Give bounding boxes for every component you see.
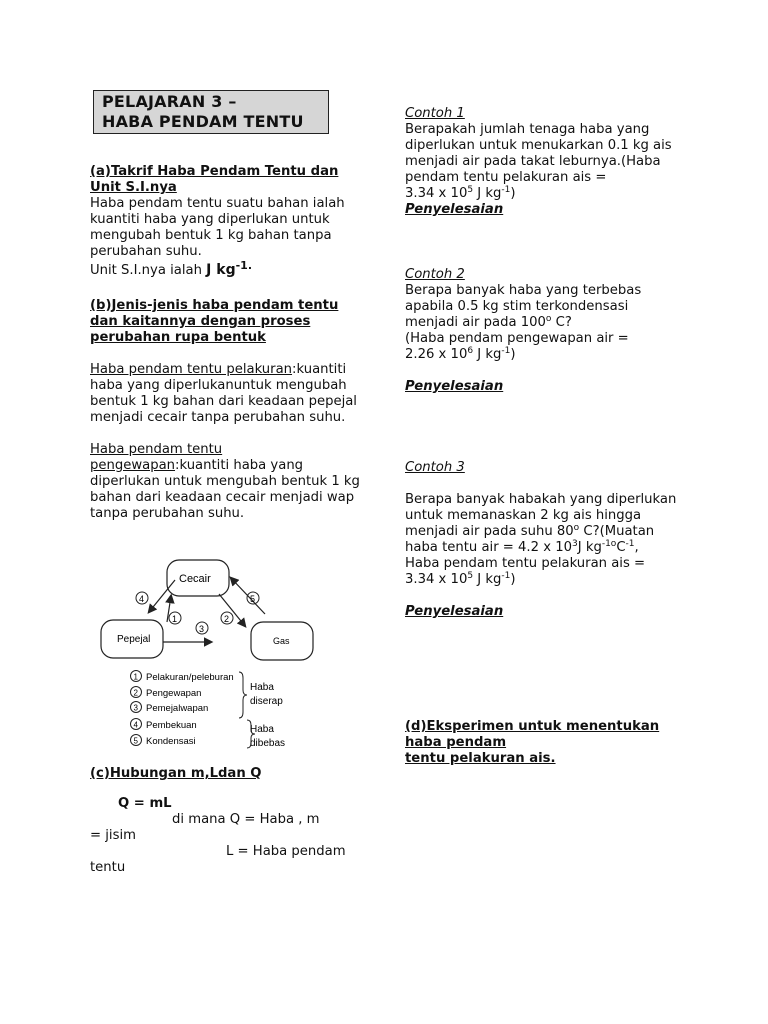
- group-absorbed-line1: Haba: [250, 682, 274, 693]
- group-released-line1: Haba: [250, 724, 274, 735]
- num-1: 1: [172, 614, 178, 624]
- contoh-3-line-c: 3.34 x $10^5$ J $kg^{-1}$): [405, 571, 516, 587]
- arrow-4: [149, 580, 175, 612]
- contoh-2-text: Berapa banyak haba yang terbebas apabila 0.5 kg stim terkondensasi menjadi air pada 100$^o$ C?: [405, 283, 642, 330]
- section-d: [405, 719, 685, 767]
- formula: Q = mL: [118, 796, 172, 811]
- where-line-1: di mana Q = Haba , m: [172, 812, 320, 827]
- unit-prefix: Unit S.I.nya ialah: [90, 263, 207, 278]
- brace-absorbed: [239, 672, 247, 718]
- svg-text:3: 3: [133, 703, 138, 713]
- arrow-5: [231, 578, 265, 614]
- section-b: [90, 298, 365, 522]
- contoh-1-solution: Penyelesaian: [405, 202, 504, 217]
- num-3: 3: [199, 624, 205, 634]
- legend-5: Kondensasi: [146, 736, 196, 747]
- contoh-3-heading: Contoh 3: [405, 460, 465, 475]
- contoh-1-value: 3.34 x $10^5$ J $kg^{-1}$): [405, 185, 516, 201]
- unit-exponent: -1.: [235, 259, 252, 272]
- where-line-3: L = Haba pendam: [226, 844, 346, 859]
- section-b-para-1: [90, 362, 365, 426]
- term-pelakuran: Haba pendam tentu pelakuran: [90, 362, 293, 377]
- pengewapan-definition: :kuantiti haba yang diperlukan untuk mengubah bentuk 1 kg bahan dari keadaan cecair menjadi wap tanpa perubahan suhu.: [90, 458, 360, 521]
- section-a: [90, 164, 365, 279]
- contoh-1: [405, 106, 685, 218]
- contoh-3-solution: Penyelesaian: [405, 604, 504, 619]
- section-c-heading: (c)Hubungan m,Ldan Q: [90, 766, 262, 781]
- section-d-line-1: (d)Eksperimen untuk menentukan: [405, 719, 660, 734]
- section-a-body: Haba pendam tentu suatu bahan ialah kuantiti haba yang diperlukan untuk mengubah bentuk 1 kg bahan tanpa perubahan suhu.: [90, 196, 345, 259]
- num-5: 5: [250, 594, 256, 604]
- title-line-1: PELAJARAN 3 –: [102, 92, 237, 111]
- group-released-line2: dibebas: [250, 738, 286, 749]
- legend-2: Pengewapan: [146, 688, 202, 699]
- cecair-label: Cecair: [179, 573, 211, 585]
- num-2: 2: [224, 614, 230, 624]
- section-b-para-2: [90, 442, 365, 522]
- svg-text:4: 4: [133, 720, 138, 730]
- section-d-line-3: tentu pelakuran ais.: [405, 751, 556, 766]
- contoh-3-line-b: Haba pendam tentu pelakuran ais =: [405, 556, 646, 571]
- section-d-line-2: haba pendam: [405, 735, 507, 750]
- contoh-3: [405, 460, 685, 620]
- where-line-2: = jisim: [90, 828, 136, 843]
- num-4: 4: [139, 594, 145, 604]
- pepejal-label: Pepejal: [117, 634, 151, 645]
- term-pengewapan-a: Haba pendam tentu: [90, 442, 223, 457]
- legend-1: Pelakuran/peleburan: [146, 672, 234, 683]
- svg-text:5: 5: [133, 736, 138, 746]
- section-b-heading: (b)Jenis-jenis haba pendam tentu dan kaitannya dengan proses perubahan rupa bentuk: [90, 298, 339, 345]
- svg-text:2: 2: [133, 688, 138, 698]
- contoh-1-text: Berapakah jumlah tenaga haba yang diperlukan untuk menukarkan 0.1 kg ais menjadi air pada takat leburnya.(Haba pendam tentu pelakuran ais =: [405, 122, 672, 185]
- legend-3: Pemejalwapan: [146, 703, 209, 714]
- section-c: [90, 766, 365, 876]
- section-a-heading: (a)Takrif Haba Pendam Tentu dan Unit S.I.nya: [90, 164, 339, 195]
- state-change-diagram: [95, 552, 330, 757]
- term-pengewapan-b: pengewapan: [90, 458, 176, 473]
- gas-label: Gas: [273, 636, 290, 646]
- group-absorbed-line2: diserap: [250, 696, 283, 707]
- contoh-2-line3: 2.26 x $10^6$ J $kg^{-1}$): [405, 346, 516, 362]
- contoh-2-solution: Penyelesaian: [405, 379, 504, 394]
- section-a-unit: [90, 259, 365, 279]
- title-line-2: HABA PENDAM TENTU: [102, 112, 304, 131]
- contoh-2: [405, 267, 685, 395]
- contoh-2-heading: Contoh 2: [405, 267, 465, 282]
- pelakuran-definition: :kuantiti haba yang diperlukanuntuk mengubah bentuk 1 kg bahan dari keadaan pepejal menjadi cecair tanpa perubahan suhu.: [90, 362, 357, 425]
- unit-value: J kg: [206, 262, 236, 278]
- page-title: [93, 90, 329, 134]
- contoh-1-heading: Contoh 1: [405, 106, 465, 121]
- contoh-2-line2: (Haba pendam pengewapan air =: [405, 331, 629, 346]
- legend-4: Pembekuan: [146, 720, 197, 731]
- where-line-4: tentu: [90, 860, 126, 875]
- contoh-3-text: Berapa banyak habakah yang diperlukan untuk memanaskan 2 kg ais hingga menjadi air pada suhu 80$^o$ C?(Muatan haba tentu air = 4.2 x $10^3J$ $kg^{-1o}C^{-1}$,: [405, 492, 677, 555]
- svg-text:1: 1: [133, 672, 138, 682]
